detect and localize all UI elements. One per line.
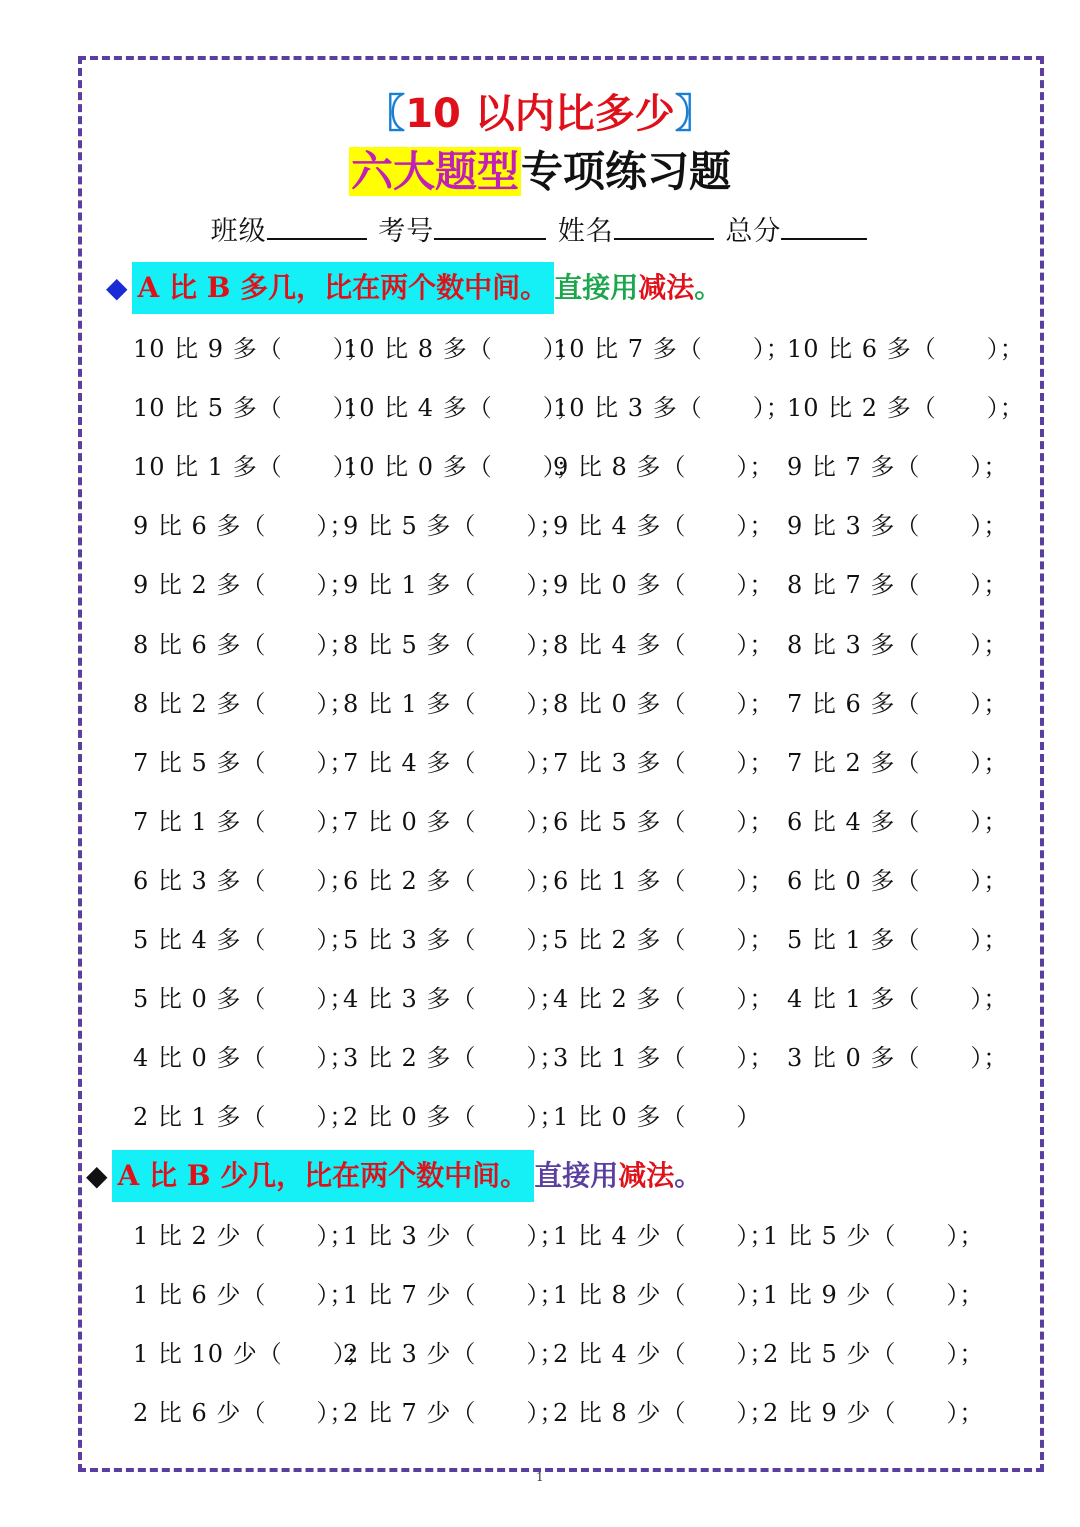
page-title (0, 88, 1080, 140)
exercise-item[interactable]: 1 比 7 少（ ）； (343, 1281, 565, 1309)
exercise-item[interactable]: 10 比 2 多（ ）； (787, 394, 1025, 423)
section1-method-prefix: 直接用 (554, 271, 639, 304)
exercise-item[interactable]: 10 比 1 多（ ）； (133, 453, 371, 482)
name-label: 姓名 (557, 216, 614, 247)
exercise-item[interactable]: 6 比 4 多（ ）； (787, 807, 1009, 836)
exercise-item[interactable]: 10 比 0 多（ ）； (343, 453, 581, 482)
exercise-item[interactable]: 9 比 7 多（ ）； (787, 453, 1009, 482)
name-blank[interactable] (614, 212, 714, 240)
exercise-item[interactable]: 5 比 3 多（ ）； (343, 926, 565, 954)
exercise-item[interactable]: 2 比 4 少（ ）； (553, 1340, 775, 1368)
exercise-item[interactable]: 10 比 8 多（ ）； (343, 335, 581, 363)
exercise-item[interactable]: 9 比 4 多（ ）； (553, 512, 775, 541)
exercise-item[interactable]: 9 比 3 多（ ）； (787, 512, 1009, 541)
exercise-item[interactable]: 5 比 1 多（ ）； (787, 926, 1009, 954)
exercise-item[interactable]: 7 比 6 多（ ）； (787, 689, 1009, 718)
exercise-item[interactable]: 8 比 0 多（ ）； (553, 689, 775, 718)
exercise-item[interactable]: 5 比 2 多（ ）； (553, 926, 775, 954)
exercise-item[interactable]: 8 比 1 多（ ）； (343, 689, 565, 718)
exercise-item[interactable]: 7 比 3 多（ ）； (553, 748, 775, 777)
subtitle-highlight: 六大题型 (350, 147, 519, 196)
page-subtitle (0, 144, 1080, 200)
exercise-item[interactable]: 8 比 4 多（ ）； (553, 630, 775, 659)
exercise-item[interactable]: 5 比 0 多（ ）； (133, 985, 355, 1014)
exercise-item[interactable]: 10 比 7 多（ ）； (553, 335, 791, 363)
class-label: 班级 (210, 216, 267, 247)
exercise-item[interactable]: 10 比 4 多（ ）； (343, 394, 581, 423)
exercise-item[interactable]: 1 比 3 少（ ）； (343, 1222, 565, 1250)
exercise-item[interactable]: 6 比 0 多（ ）； (787, 866, 1009, 895)
exercise-item[interactable]: 2 比 7 少（ ）； (343, 1399, 565, 1427)
exercise-item[interactable]: 8 比 5 多（ ）； (343, 630, 565, 659)
exercise-item[interactable]: 2 比 8 少（ ）； (553, 1399, 775, 1427)
exercise-item[interactable]: 9 比 8 多（ ）； (553, 453, 775, 482)
exercise-item[interactable]: 7 比 2 多（ ）； (787, 748, 1009, 777)
section2-end: 。 (674, 1159, 703, 1192)
exercise-item[interactable]: 10 比 6 多（ ）； (787, 335, 1025, 363)
exercise-item[interactable]: 7 比 4 多（ ）； (343, 748, 565, 777)
exercise-item[interactable]: 10 比 5 多（ ）； (133, 394, 371, 423)
exercise-item[interactable]: 4 比 3 多（ ）； (343, 985, 565, 1014)
score-label: 总分 (725, 216, 782, 247)
section1-method: 减法 (638, 271, 695, 304)
number-blank[interactable] (434, 212, 546, 240)
exercise-item[interactable]: 1 比 6 少（ ）； (133, 1281, 355, 1309)
exercise-item[interactable]: 7 比 1 多（ ）； (133, 807, 355, 836)
exercise-item[interactable]: 1 比 0 多（ ） (553, 1103, 762, 1132)
exercise-item[interactable]: 7 比 5 多（ ）； (133, 748, 355, 777)
exercise-item[interactable]: 8 比 6 多（ ）； (133, 630, 355, 659)
title-bracket-right: 〗 (674, 91, 715, 137)
section1-heading (106, 262, 722, 314)
exercise-item[interactable]: 1 比 10 少（ ）； (133, 1340, 371, 1368)
exercise-item[interactable]: 6 比 1 多（ ）； (553, 866, 775, 895)
section2-method-prefix: 直接用 (534, 1159, 619, 1192)
exercise-item[interactable]: 1 比 9 少（ ）； (763, 1281, 985, 1309)
exercise-item[interactable]: 9 比 6 多（ ）； (133, 512, 355, 541)
student-info-line (0, 212, 1080, 252)
exercise-item[interactable]: 2 比 0 多（ ）； (343, 1103, 565, 1132)
class-blank[interactable] (267, 212, 367, 240)
score-blank[interactable] (781, 212, 867, 240)
exercise-item[interactable]: 1 比 5 少（ ）； (763, 1222, 985, 1250)
exercise-item[interactable]: 1 比 4 少（ ）； (553, 1222, 775, 1250)
exercise-item[interactable]: 6 比 5 多（ ）； (553, 807, 775, 836)
exercise-item[interactable]: 10 比 3 多（ ）； (553, 394, 791, 423)
section1-end: 。 (694, 271, 723, 304)
number-label: 考号 (378, 216, 435, 247)
exercise-item[interactable]: 2 比 9 少（ ）； (763, 1399, 985, 1427)
exercise-item[interactable]: 1 比 8 少（ ）； (553, 1281, 775, 1309)
exercise-item[interactable]: 8 比 7 多（ ）； (787, 571, 1009, 600)
exercise-item[interactable]: 2 比 1 多（ ）； (133, 1103, 355, 1132)
exercise-item[interactable]: 3 比 1 多（ ）； (553, 1044, 775, 1073)
section2-highlight: A 比 B 少几，比在两个数中间。 (112, 1150, 535, 1202)
exercise-item[interactable]: 9 比 2 多（ ）； (133, 571, 355, 600)
exercise-item[interactable]: 9 比 0 多（ ）； (553, 571, 775, 600)
exercise-item[interactable]: 5 比 4 多（ ）； (133, 926, 355, 954)
exercise-item[interactable]: 4 比 0 多（ ）； (133, 1044, 355, 1073)
exercise-item[interactable]: 6 比 2 多（ ）； (343, 866, 565, 895)
exercise-item[interactable]: 4 比 1 多（ ）； (787, 985, 1009, 1014)
page-number: 1 (536, 1470, 544, 1484)
exercise-item[interactable]: 3 比 0 多（ ）； (787, 1044, 1009, 1073)
title-text: 10 以内比多少 (405, 91, 675, 137)
diamond-icon: ◆ (106, 271, 128, 304)
exercise-item[interactable]: 6 比 3 多（ ）； (133, 866, 355, 895)
exercise-item[interactable]: 1 比 2 少（ ）； (133, 1222, 355, 1250)
subtitle-rest: 专项练习题 (521, 147, 732, 196)
exercise-item[interactable]: 3 比 2 多（ ）； (343, 1044, 565, 1073)
exercise-item[interactable]: 9 比 1 多（ ）； (343, 571, 565, 600)
exercise-item[interactable]: 8 比 2 多（ ）； (133, 689, 355, 718)
exercise-item[interactable]: 7 比 0 多（ ）； (343, 807, 565, 836)
exercise-item[interactable]: 2 比 3 少（ ）； (343, 1340, 565, 1368)
section2-heading (86, 1150, 702, 1202)
section2-method: 减法 (618, 1159, 675, 1192)
exercise-item[interactable]: 8 比 3 多（ ）； (787, 630, 1009, 659)
exercise-item[interactable]: 2 比 6 少（ ）； (133, 1399, 355, 1427)
title-bracket-left: 〖 (365, 91, 406, 137)
diamond-icon: ◆ (86, 1159, 108, 1192)
exercise-item[interactable]: 4 比 2 多（ ）； (553, 985, 775, 1014)
exercise-item[interactable]: 2 比 5 少（ ）； (763, 1340, 985, 1368)
section1-highlight: A 比 B 多几，比在两个数中间。 (132, 262, 555, 314)
exercise-item[interactable]: 9 比 5 多（ ）； (343, 512, 565, 541)
exercise-item[interactable]: 10 比 9 多（ ）； (133, 335, 371, 363)
